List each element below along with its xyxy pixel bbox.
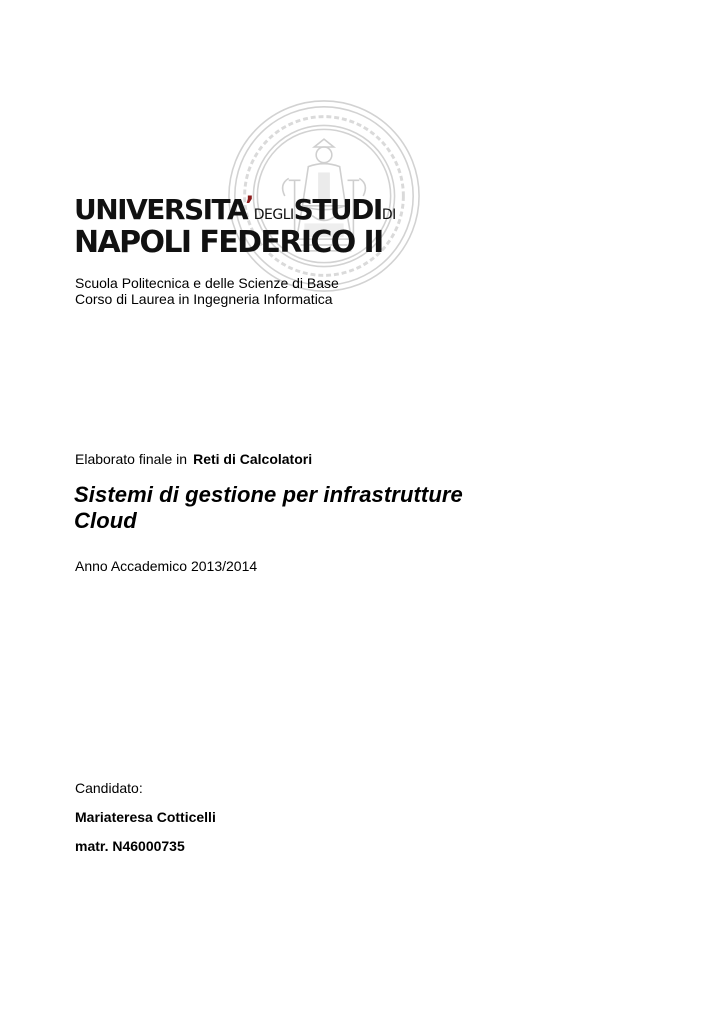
logo-university-degli-studi [74, 191, 396, 226]
thesis-title [74, 482, 514, 534]
subject-name: Reti di Calcolatori [193, 451, 313, 467]
logo-word-universita: UNIVERSITA [74, 193, 248, 226]
thesis-title-line1: Sistemi di gestione per infrastrutture [74, 482, 463, 507]
candidate-matriculation: matr. N46000735 [75, 838, 185, 854]
candidate-label: Candidato: [75, 780, 143, 796]
logo-word-di: DI [381, 207, 396, 223]
logo-word-degli: DEGLI [253, 207, 294, 223]
degree-course: Corso di Laurea in Ingegneria Informatica [75, 290, 333, 307]
logo-napoli-federico: NAPOLI FEDERICO II [74, 225, 383, 260]
school-name: Scuola Politecnica e delle Scienze di Base [75, 275, 339, 291]
candidate-name: Mariateresa Cotticelli [75, 809, 216, 825]
academic-year: Anno Accademico 2013/2014 [75, 558, 258, 574]
thesis-title-line2: Cloud [74, 508, 137, 533]
final-work-subject-line [75, 451, 312, 467]
logo-word-studi: STUDI [293, 193, 382, 226]
school-header [75, 276, 339, 307]
logo-apostrophe: ’ [245, 191, 253, 219]
final-work-label: Elaborato finale in [75, 451, 188, 467]
